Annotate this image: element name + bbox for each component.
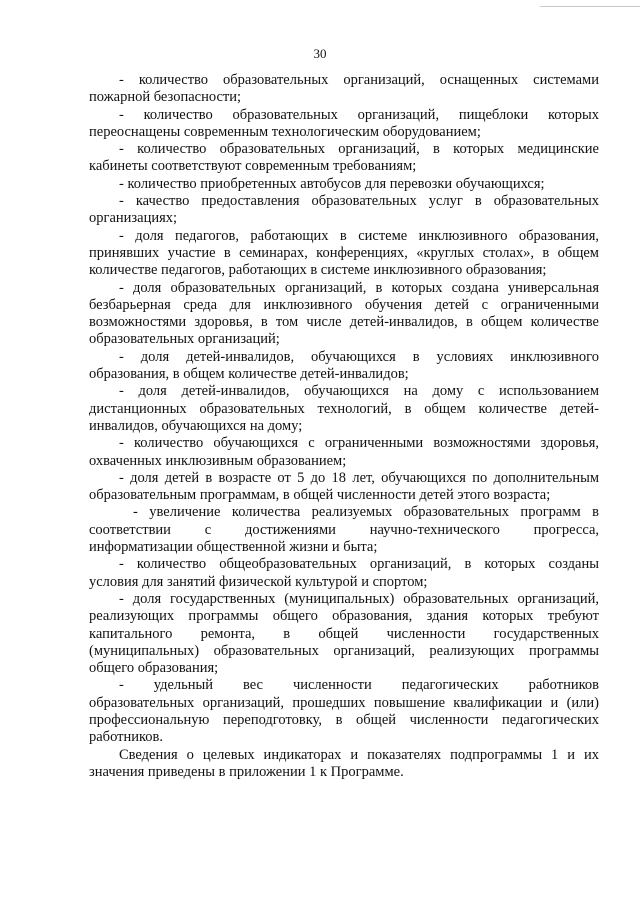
- text-line: дистанционных образовательных технологий, в общем количестве детей-: [89, 400, 599, 417]
- text-line: профессиональную переподготовку, в общей численности педагогических: [89, 711, 599, 728]
- text-line: организациях;: [89, 210, 178, 227]
- text-line: - количество общеобразовательных организаций, в которых созданы: [119, 556, 599, 573]
- text-line: пожарной безопасности;: [89, 89, 242, 106]
- text-line: информатизации общественной жизни и быта;: [89, 539, 378, 556]
- text-line: (муниципальных) образовательных организаций, реализующих программы: [89, 642, 599, 659]
- text-line: образования, в общем количестве детей-инвалидов;: [89, 366, 409, 383]
- text-line: - доля государственных (муниципальных) образовательных организаций,: [119, 590, 599, 607]
- text-line: - доля образовательных организаций, в которых создана универсальная: [119, 279, 599, 296]
- text-line: - доля детей в возрасте от 5 до 18 лет, обучающихся по дополнительным: [119, 469, 599, 486]
- text-line: принявших участие в семинарах, конференциях, «круглых столах», в общем: [89, 244, 599, 261]
- text-line: условия для занятий физической культурой и спортом;: [89, 573, 428, 590]
- text-line: - качество предоставления образовательных услуг в образовательных: [119, 193, 599, 210]
- text-line: - количество образовательных организаций, пищеблоки которых: [119, 106, 599, 123]
- text-line: количестве педагогов, работающих в системе инклюзивного образования;: [89, 262, 547, 279]
- text-line: образовательным программам, в общей численности детей этого возраста;: [89, 487, 551, 504]
- text-line: - доля детей-инвалидов, обучающихся на дому с использованием: [119, 383, 599, 400]
- text-line: Сведения о целевых индикаторах и показателях подпрограммы 1 и их: [119, 746, 599, 763]
- text-line: - количество обучающихся с ограниченными возможностями здоровья,: [119, 435, 599, 452]
- text-line: - количество приобретенных автобусов для перевозки обучающихся;: [119, 175, 545, 192]
- text-line: соответствии с достижениями научно-технического прогресса,: [89, 521, 599, 538]
- text-line: работников.: [89, 729, 164, 746]
- document-body: [89, 72, 599, 781]
- text-line: кабинеты соответствуют современным требованиям;: [89, 158, 417, 175]
- text-line: значения приведены в приложении 1 к Программе.: [89, 763, 404, 780]
- text-line: переоснащены современным технологическим оборудованием;: [89, 123, 481, 140]
- text-line: охваченных инклюзивным образованием;: [89, 452, 347, 469]
- text-line: инвалидов, обучающихся на дому;: [89, 417, 303, 434]
- text-line: - увеличение количества реализуемых образовательных программ в: [133, 504, 599, 521]
- text-line: реализующих программы общего образования, здания которых требуют: [89, 608, 599, 625]
- text-line: - доля детей-инвалидов, обучающихся в условиях инклюзивного: [119, 348, 599, 365]
- text-line: общего образования;: [89, 660, 219, 677]
- text-line: - количество образовательных организаций, в которых медицинские: [119, 141, 599, 158]
- text-line: капитального ремонта, в общей численности государственных: [89, 625, 599, 642]
- text-line: - удельный вес численности педагогических работников: [119, 677, 599, 694]
- scan-edge-line: [540, 0, 640, 7]
- text-line: - количество образовательных организаций, оснащенных системами: [119, 72, 599, 88]
- text-line: возможностями здоровья, в том числе детей-инвалидов, в общем количестве: [89, 314, 599, 331]
- text-line: образовательных организаций, прошедших повышение квалификации и (или): [89, 694, 599, 711]
- text-line: образовательных организаций;: [89, 331, 280, 348]
- text-line: - доля педагогов, работающих в системе инклюзивного образования,: [119, 227, 599, 244]
- page-number: 30: [313, 46, 327, 61]
- text-line: безбарьерная среда для инклюзивного обучения детей с ограниченными: [89, 296, 599, 313]
